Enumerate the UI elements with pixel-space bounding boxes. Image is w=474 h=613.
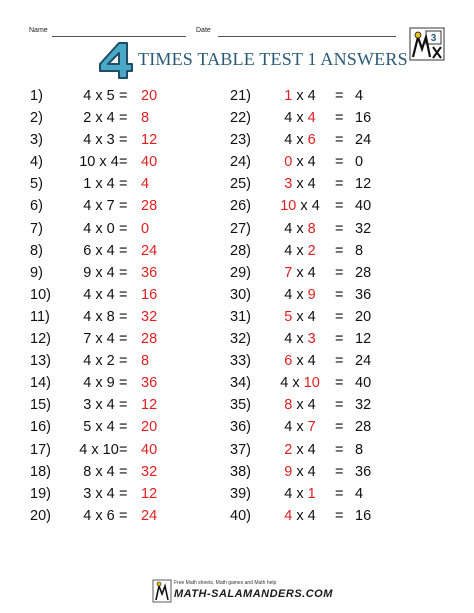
first-factor: 7: [83, 331, 92, 348]
multiplication-problem: [267, 110, 333, 126]
name-label: Name: [29, 27, 48, 34]
second-factor: 9: [307, 286, 316, 303]
equals-sign: =: [335, 507, 344, 524]
equals-sign: =: [335, 331, 344, 348]
answer-value: 8: [355, 242, 364, 259]
first-factor: 4: [284, 331, 293, 348]
equals-sign: =: [119, 331, 128, 348]
times-symbol: x: [95, 353, 103, 370]
answer-value: 28: [141, 198, 158, 215]
first-factor: 8: [83, 463, 92, 480]
first-factor: 2: [284, 441, 293, 458]
question-number: 33): [230, 353, 251, 370]
multiplication-problem: [267, 243, 333, 259]
first-factor: 4: [83, 198, 92, 215]
multiplication-problem: [267, 419, 333, 435]
question-number: 23): [230, 132, 251, 149]
second-factor: 4: [106, 110, 115, 127]
question-number: 34): [230, 375, 251, 392]
answer-value: 24: [141, 507, 158, 524]
answer-value: 12: [355, 331, 372, 348]
times-symbol: x: [296, 485, 304, 502]
answer-value: 24: [355, 132, 372, 149]
equals-sign: =: [335, 132, 344, 149]
second-factor: 4: [307, 463, 316, 480]
question-number: 16): [30, 419, 51, 436]
answer-value: 24: [355, 353, 372, 370]
times-symbol: x: [95, 463, 103, 480]
times-symbol: x: [296, 132, 304, 149]
footer-tagline: Free Math sheets, Math games and Math help: [174, 580, 277, 586]
question-number: 37): [230, 441, 251, 458]
answer-value: 32: [141, 308, 158, 325]
answer-value: 36: [355, 286, 372, 303]
equals-sign: =: [335, 242, 344, 259]
question-number: 5): [30, 176, 43, 193]
answer-value: 40: [141, 441, 158, 458]
question-number: 17): [30, 441, 51, 458]
first-factor: 8: [284, 397, 293, 414]
times-symbol: x: [296, 441, 304, 458]
question-number: 21): [230, 88, 251, 104]
equals-sign: =: [335, 154, 344, 171]
name-line: [52, 36, 186, 37]
second-factor: 4: [307, 397, 316, 414]
multiplication-problem: [267, 353, 333, 369]
second-factor: 4: [110, 154, 119, 171]
first-factor: 6: [83, 242, 92, 259]
answer-value: 40: [355, 375, 372, 392]
question-number: 10): [30, 286, 51, 303]
equals-sign: =: [119, 132, 128, 149]
second-factor: 6: [106, 507, 115, 524]
times-symbol: x: [95, 331, 103, 348]
times-symbol: x: [95, 132, 103, 149]
equals-sign: =: [119, 154, 128, 171]
question-number: 32): [230, 331, 251, 348]
first-factor: 3: [83, 397, 92, 414]
times-symbol: x: [95, 242, 103, 259]
second-factor: 4: [307, 353, 316, 370]
first-factor: 9: [83, 264, 92, 281]
first-factor: 1: [83, 176, 92, 193]
multiplication-problem: [267, 508, 333, 524]
second-factor: 4: [307, 441, 316, 458]
question-number: 29): [230, 264, 251, 281]
times-symbol: x: [296, 286, 304, 303]
equals-sign: =: [119, 507, 128, 524]
question-number: 20): [30, 507, 51, 524]
times-symbol: x: [296, 308, 304, 325]
question-number: 40): [230, 507, 251, 524]
times-symbol: x: [296, 88, 304, 104]
second-factor: 4: [106, 463, 115, 480]
answer-value: 40: [355, 198, 372, 215]
second-factor: 4: [311, 198, 320, 215]
question-number: 18): [30, 463, 51, 480]
multiplication-problem: [267, 397, 333, 413]
answer-value: 4: [355, 485, 364, 502]
first-factor: 4: [83, 88, 92, 104]
times-symbol: x: [95, 397, 103, 414]
answer-value: 36: [355, 463, 372, 480]
question-number: 6): [30, 198, 43, 215]
first-factor: 2: [83, 110, 92, 127]
second-factor: 10: [102, 441, 119, 458]
first-factor: 7: [284, 264, 293, 281]
question-number: 14): [30, 375, 51, 392]
second-factor: 4: [307, 308, 316, 325]
equals-sign: =: [119, 264, 128, 281]
multiplication-problem: [267, 287, 333, 303]
equals-sign: =: [119, 220, 128, 237]
first-factor: 4: [83, 375, 92, 392]
first-factor: 4: [284, 507, 293, 524]
footer-site-name: MATH-SALAMANDERS.COM: [174, 588, 333, 600]
times-symbol: x: [95, 264, 103, 281]
first-factor: 1: [284, 88, 293, 104]
multiplication-problem: [267, 486, 333, 502]
date-line: [218, 36, 396, 37]
times-symbol: x: [95, 308, 103, 325]
multiplication-problem: [267, 154, 333, 170]
question-number: 8): [30, 242, 43, 259]
second-factor: 4: [106, 242, 115, 259]
first-factor: 4: [83, 507, 92, 524]
second-factor: 8: [106, 308, 115, 325]
answer-value: 12: [355, 176, 372, 193]
equals-sign: =: [119, 242, 128, 259]
answer-value: 4: [141, 176, 150, 193]
equals-sign: =: [335, 463, 344, 480]
equals-sign: =: [119, 397, 128, 414]
equals-sign: =: [335, 353, 344, 370]
answer-value: 16: [141, 286, 158, 303]
second-factor: 4: [106, 419, 115, 436]
question-number: 7): [30, 220, 43, 237]
times-symbol: x: [95, 88, 103, 104]
times-symbol: x: [296, 176, 304, 193]
second-factor: 2: [106, 353, 115, 370]
equals-sign: =: [335, 397, 344, 414]
salamander-logo-icon: [152, 578, 174, 604]
second-factor: 2: [307, 242, 316, 259]
second-factor: 3: [106, 132, 115, 149]
first-factor: 4: [284, 419, 293, 436]
second-factor: 4: [307, 154, 316, 171]
question-number: 25): [230, 176, 251, 193]
times-symbol: x: [95, 507, 103, 524]
question-number: 24): [230, 154, 251, 171]
first-factor: 6: [284, 353, 293, 370]
answer-value: 24: [141, 242, 158, 259]
answer-value: 20: [141, 419, 158, 436]
second-factor: 9: [106, 375, 115, 392]
times-symbol: x: [296, 110, 304, 127]
second-factor: 6: [307, 132, 316, 149]
times-symbol: x: [95, 198, 103, 215]
math-salamanders-logo-icon: [409, 27, 445, 61]
multiplication-problem: [267, 198, 333, 214]
times-symbol: x: [296, 264, 304, 281]
question-number: 13): [30, 353, 51, 370]
equals-sign: =: [335, 88, 344, 104]
question-number: 2): [30, 110, 43, 127]
first-factor: 10: [280, 198, 297, 215]
answer-value: 28: [355, 419, 372, 436]
multiplication-problem: [267, 132, 333, 148]
answer-value: 32: [141, 463, 158, 480]
question-number: 27): [230, 220, 251, 237]
times-symbol: x: [95, 220, 103, 237]
question-number: 26): [230, 198, 251, 215]
footer: [152, 578, 332, 606]
question-number: 31): [230, 308, 251, 325]
first-factor: 9: [284, 463, 293, 480]
times-symbol: x: [95, 375, 103, 392]
equals-sign: =: [335, 485, 344, 502]
first-factor: 4: [284, 286, 293, 303]
first-factor: 4: [284, 242, 293, 259]
multiplication-problem: [267, 309, 333, 325]
second-factor: 10: [303, 375, 320, 392]
equals-sign: =: [119, 441, 128, 458]
answer-value: 12: [141, 485, 158, 502]
first-factor: 4: [284, 220, 293, 237]
times-symbol: x: [296, 463, 304, 480]
second-factor: 4: [307, 264, 316, 281]
second-factor: 8: [307, 220, 316, 237]
question-number: 22): [230, 110, 251, 127]
multiplication-problem: [267, 265, 333, 281]
equals-sign: =: [335, 375, 344, 392]
times-symbol: x: [300, 198, 308, 215]
times-symbol: x: [99, 154, 107, 171]
first-factor: 3: [83, 485, 92, 502]
first-factor: 4: [83, 353, 92, 370]
second-factor: 4: [106, 485, 115, 502]
first-factor: 5: [83, 419, 92, 436]
second-factor: 4: [307, 88, 316, 104]
second-factor: 5: [106, 88, 115, 104]
second-factor: 7: [106, 198, 115, 215]
equals-sign: =: [335, 176, 344, 193]
multiplication-problem: [267, 375, 333, 391]
times-symbol: x: [95, 110, 103, 127]
answer-value: 16: [355, 110, 372, 127]
first-factor: 0: [284, 154, 293, 171]
times-symbol: x: [91, 441, 99, 458]
answer-value: 40: [141, 154, 158, 171]
answer-value: 36: [141, 375, 158, 392]
times-symbol: x: [296, 154, 304, 171]
question-number: 30): [230, 286, 251, 303]
question-number: 12): [30, 331, 51, 348]
equals-sign: =: [119, 286, 128, 303]
first-factor: 4: [83, 132, 92, 149]
answer-value: 32: [355, 220, 372, 237]
second-factor: 0: [106, 220, 115, 237]
equals-sign: =: [119, 485, 128, 502]
first-factor: 4: [83, 308, 92, 325]
first-factor: 4: [284, 485, 293, 502]
equals-sign: =: [119, 198, 128, 215]
svg-text:3: 3: [430, 33, 437, 44]
second-factor: 4: [307, 176, 316, 193]
times-symbol: x: [95, 419, 103, 436]
number-four-icon: [96, 40, 136, 80]
times-symbol: x: [296, 397, 304, 414]
first-factor: 4: [83, 286, 92, 303]
equals-sign: =: [335, 419, 344, 436]
times-symbol: x: [296, 242, 304, 259]
answer-value: 8: [141, 110, 150, 127]
question-number: 11): [30, 308, 50, 325]
question-number: 9): [30, 264, 43, 281]
equals-sign: =: [335, 441, 344, 458]
second-factor: 4: [307, 110, 316, 127]
first-factor: 4: [284, 110, 293, 127]
times-symbol: x: [296, 220, 304, 237]
question-number: 1): [30, 88, 43, 104]
answer-value: 12: [141, 132, 158, 149]
question-number: 28): [230, 242, 251, 259]
times-symbol: x: [292, 375, 300, 392]
answer-value: 12: [141, 397, 158, 414]
times-symbol: x: [296, 419, 304, 436]
answer-value: 8: [355, 441, 364, 458]
first-factor: 4: [79, 441, 88, 458]
answer-value: 20: [141, 88, 158, 104]
second-factor: 7: [307, 419, 316, 436]
multiplication-problem: [267, 88, 333, 104]
question-number: 36): [230, 419, 251, 436]
answer-value: 8: [141, 353, 150, 370]
first-factor: 10: [79, 154, 96, 171]
multiplication-problem: [267, 221, 333, 237]
equals-sign: =: [335, 264, 344, 281]
first-factor: 4: [83, 220, 92, 237]
first-factor: 4: [280, 375, 289, 392]
answer-value: 0: [141, 220, 150, 237]
second-factor: 4: [106, 176, 115, 193]
answer-value: 20: [355, 308, 372, 325]
second-factor: 4: [106, 286, 115, 303]
second-factor: 3: [307, 331, 316, 348]
answer-value: 28: [355, 264, 372, 281]
question-number: 3): [30, 132, 43, 149]
second-factor: 4: [106, 397, 115, 414]
page-title: TIMES TABLE TEST 1 ANSWERS: [138, 49, 408, 69]
equals-sign: =: [119, 353, 128, 370]
answer-value: 36: [141, 264, 158, 281]
date-label: Date: [196, 27, 211, 34]
answer-value: 32: [355, 397, 372, 414]
times-symbol: x: [95, 485, 103, 502]
first-factor: 3: [284, 176, 293, 193]
equals-sign: =: [335, 198, 344, 215]
answer-value: 16: [355, 507, 372, 524]
second-factor: 4: [106, 264, 115, 281]
equals-sign: =: [335, 110, 344, 127]
multiplication-problem: [267, 442, 333, 458]
times-symbol: x: [296, 353, 304, 370]
first-factor: 4: [284, 132, 293, 149]
first-factor: 5: [284, 308, 293, 325]
times-symbol: x: [296, 507, 304, 524]
times-symbol: x: [296, 331, 304, 348]
equals-sign: =: [335, 308, 344, 325]
equals-sign: =: [119, 419, 128, 436]
equals-sign: =: [119, 463, 128, 480]
question-number: 35): [230, 397, 251, 414]
question-number: 4): [30, 154, 43, 171]
answer-value: 4: [355, 88, 364, 104]
equals-sign: =: [335, 220, 344, 237]
question-number: 19): [30, 485, 51, 502]
question-number: 38): [230, 463, 251, 480]
multiplication-problem: [267, 464, 333, 480]
second-factor: 1: [307, 485, 316, 502]
times-symbol: x: [95, 286, 103, 303]
answer-value: 28: [141, 331, 158, 348]
equals-sign: =: [119, 110, 128, 127]
equals-sign: =: [119, 308, 128, 325]
equals-sign: =: [119, 88, 128, 104]
second-factor: 4: [307, 507, 316, 524]
second-factor: 4: [106, 331, 115, 348]
equals-sign: =: [335, 286, 344, 303]
multiplication-problem: [267, 331, 333, 347]
times-symbol: x: [95, 176, 103, 193]
question-number: 15): [30, 397, 51, 414]
answer-value: 0: [355, 154, 364, 171]
question-number: 39): [230, 485, 251, 502]
equals-sign: =: [119, 176, 128, 193]
multiplication-problem: [267, 176, 333, 192]
equals-sign: =: [119, 375, 128, 392]
